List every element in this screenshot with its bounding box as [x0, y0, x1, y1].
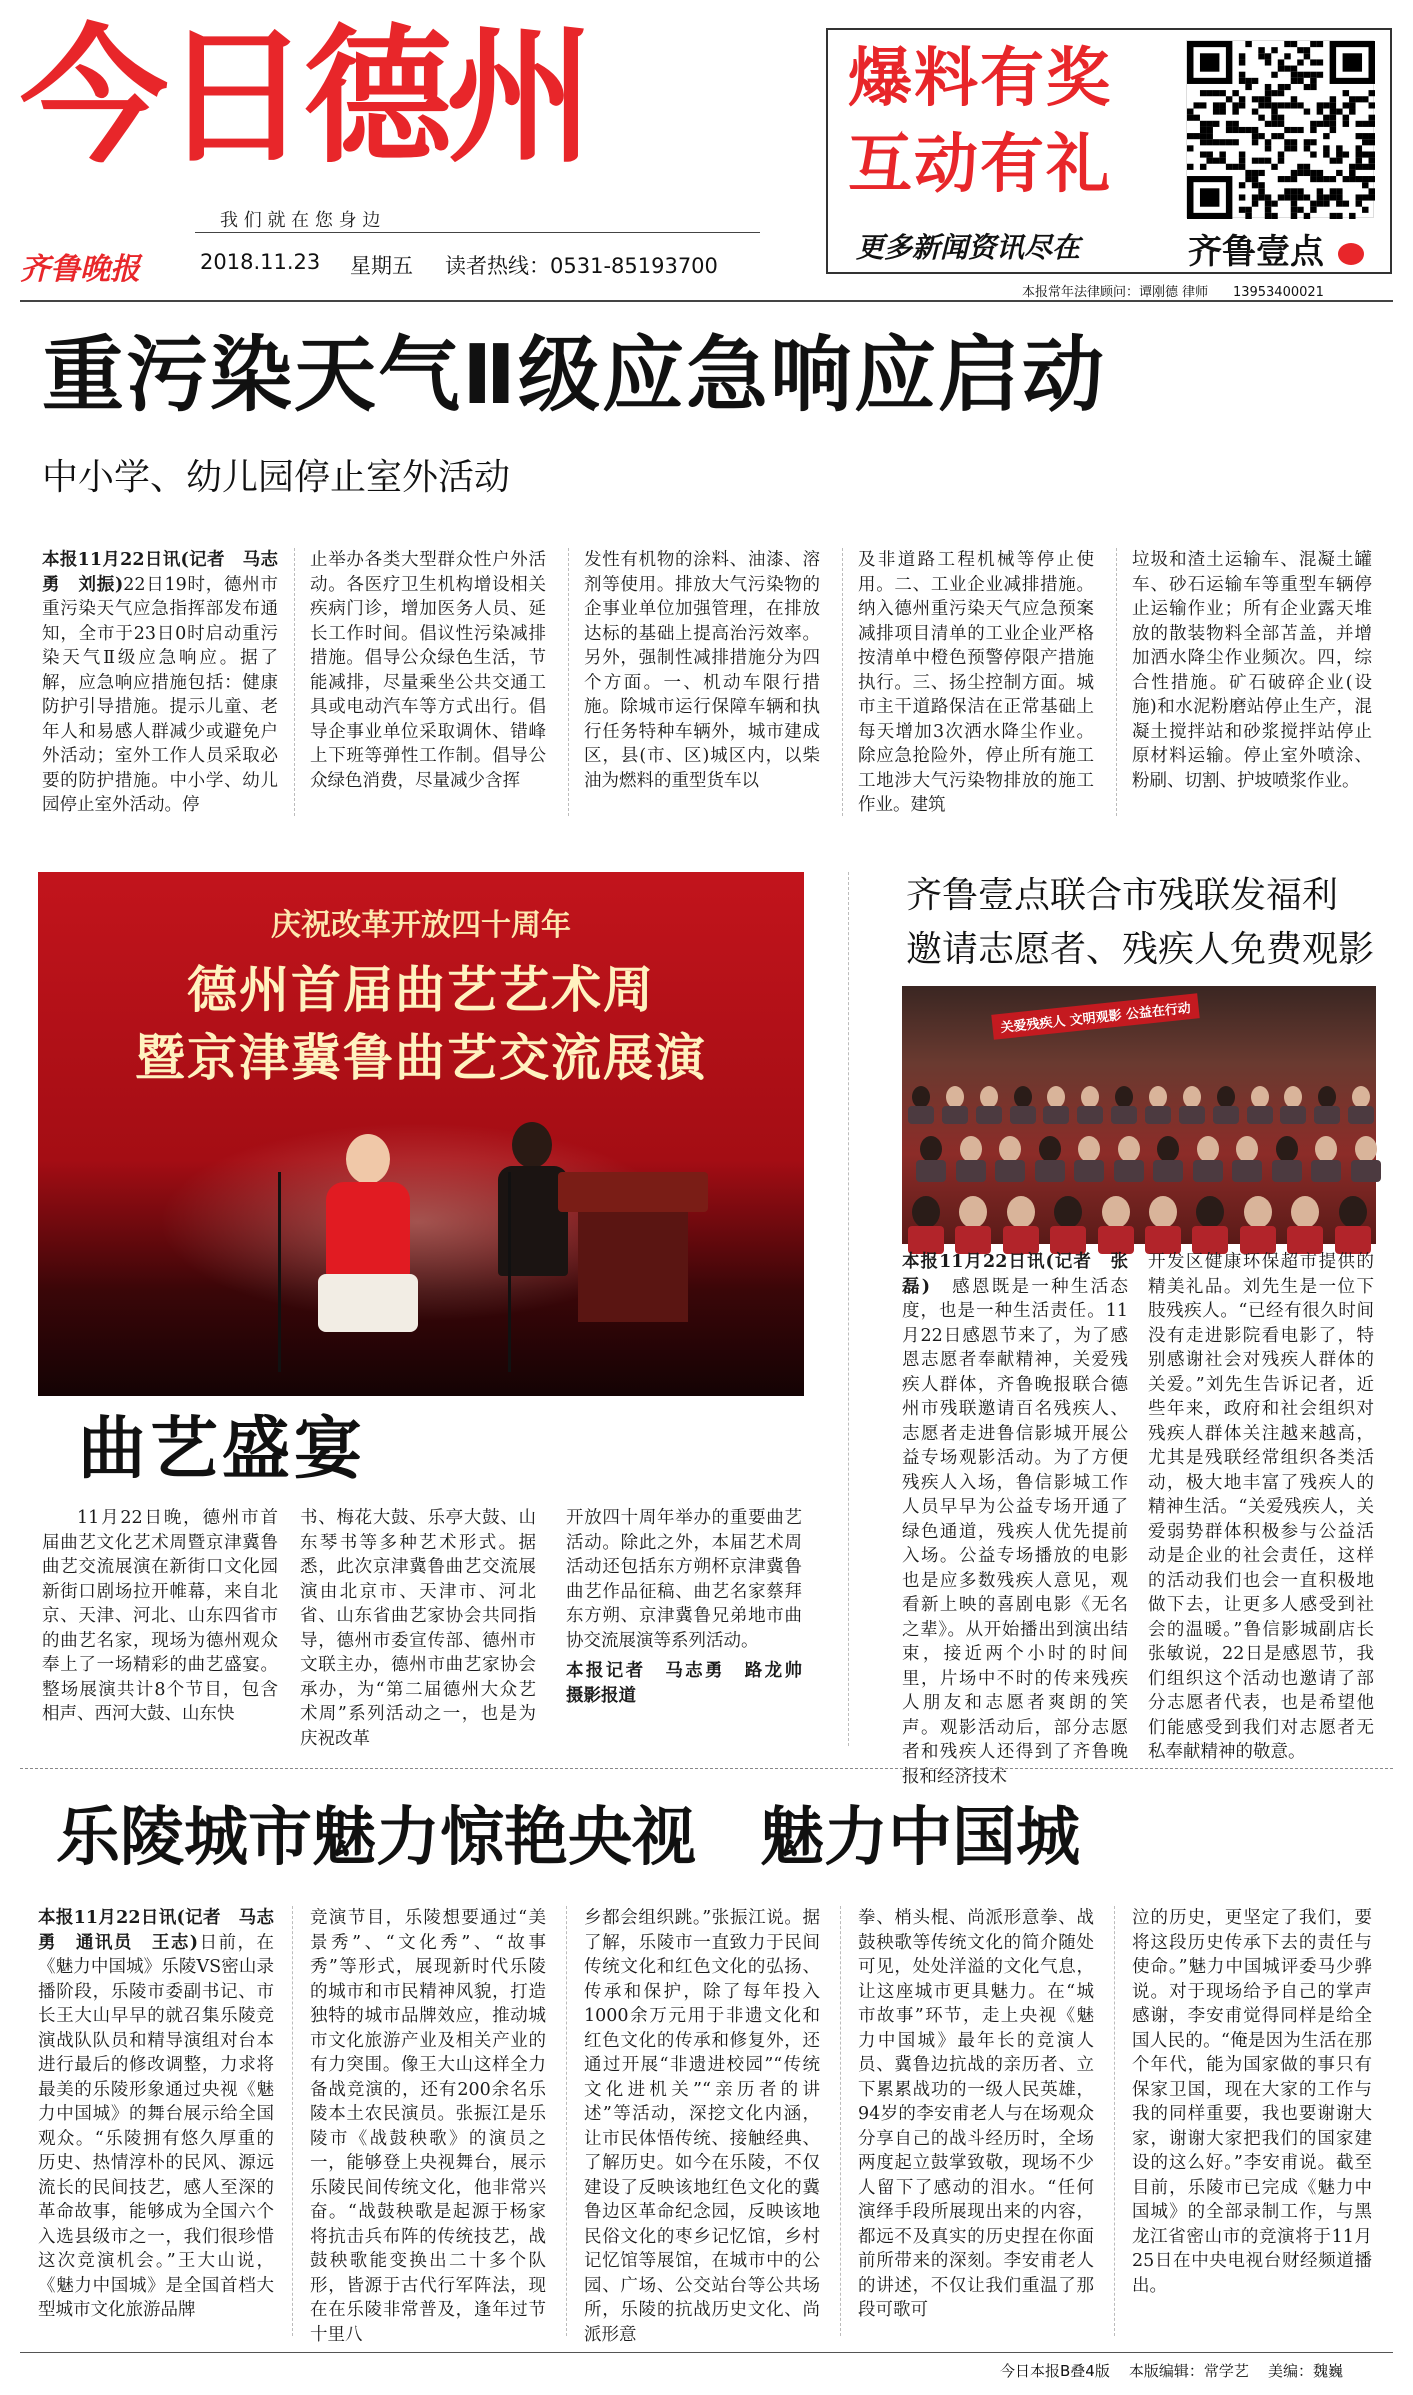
column-divider: [566, 1906, 567, 2336]
quyi-banner-3: 暨京津冀鲁曲艺交流展演: [135, 1029, 707, 1087]
audience-member: [912, 1196, 940, 1228]
audience-seat: [908, 1106, 934, 1124]
audience-member: [1078, 1136, 1100, 1162]
lead-text-4: 及非道路工程机械等停止使用。二、工业企业减排措施。纳入德州重污染天气应急预案减排项目清单的工业企业严格按清单中橙色预警停限产措施执行。三、扬尘控制方面。城市主干道路保洁在正常基础上每天增加3次洒水降尘作业。除应急抢险外，停止所有施工工地涉大气污染物排放的施工作业。建筑: [858, 550, 1094, 815]
leling-column-1: [38, 1906, 274, 2336]
audience-member: [1291, 1196, 1319, 1228]
lead-column-1: [42, 548, 278, 816]
lead-text-5: 垃圾和渣土运输车、混凝土罐车、砂石运输车等重型车辆停止运输作业；所有企业露天堆放的散装物料全部苫盖，并增加洒水降尘作业频次。四，综合性措施。矿石破碎企业(设施)和水泥粉磨站停止生产，混凝土搅拌站和砂浆搅拌站停止原材料运输。停止室外喷涂、粉刷、切割、护坡喷浆作业。: [1132, 550, 1372, 791]
quyi-credit: 本报记者 马志勇 路龙帅 摄影报道: [566, 1661, 820, 1706]
column-divider: [1116, 548, 1117, 816]
audience-seat: [1311, 1160, 1341, 1182]
column-divider: [842, 548, 843, 816]
audience-member: [1276, 1136, 1298, 1162]
leling-byline: 本报11月22日讯(记者 马志勇 通讯员 王志): [38, 1908, 274, 1953]
audience-member: [960, 1136, 982, 1162]
audience-member: [1047, 1086, 1065, 1108]
audience-member: [999, 1136, 1021, 1162]
column-divider: [1114, 1906, 1115, 2336]
leling-column-3: [584, 1906, 820, 2345]
audience-seat: [1213, 1106, 1239, 1124]
audience-seat: [1193, 1160, 1223, 1182]
audience-member: [1236, 1136, 1258, 1162]
audience-seat: [1153, 1160, 1183, 1182]
quyi-column-2: [300, 1506, 536, 1749]
audience-seat: [1145, 1106, 1171, 1124]
slogan-rule: [195, 232, 760, 233]
charity-column-1: [902, 1250, 1129, 1787]
section-divider: [20, 1768, 1393, 1769]
audience-member: [1054, 1196, 1082, 1228]
audience-seat: [1077, 1106, 1103, 1124]
column-divider: [568, 548, 569, 816]
lead-column-4: [858, 548, 1094, 816]
audience-seat: [1280, 1106, 1306, 1124]
audience-member: [912, 1086, 930, 1108]
quyi-banner-2: 德州首届曲艺艺术周: [187, 961, 655, 1019]
footer-editor: 本版编辑：常学艺: [1128, 2362, 1249, 2380]
audience-seat: [956, 1160, 986, 1182]
audience-member: [1183, 1086, 1201, 1108]
footer-rule: [20, 2352, 1393, 2353]
audience-seat: [1314, 1106, 1340, 1124]
drum-stand: [558, 1172, 708, 1212]
quyi-column-3: [566, 1506, 820, 1744]
legal-advisor: [1022, 281, 1324, 300]
audience-member: [1014, 1086, 1032, 1108]
promo-line-1: 爆料有奖: [848, 42, 1112, 116]
mic-stand: [278, 1172, 281, 1372]
audience-member: [1251, 1086, 1269, 1108]
audience-seat: [1179, 1106, 1205, 1124]
quyi-text-2: 书、梅花大鼓、乐亭大鼓、山东琴书等多种艺术形式。据悉，此次京津冀鲁曲艺交流展演由北京市、天津市、河北省、山东省曲艺家协会共同指导，德州市委宣传部、德州市文联主办，德州市曲艺家协会承办，为“第二届德州大众艺术周”系列活动之一，也是为庆祝改革: [300, 1508, 536, 1749]
reader-hotline: 读者热线：0531-85193700: [445, 254, 718, 278]
audience-seat: [1272, 1160, 1302, 1182]
performer-left: [308, 1134, 428, 1334]
masthead: [0, 0, 1413, 300]
lead-column-5: [1132, 548, 1372, 816]
charity-column-2: [1148, 1250, 1374, 1762]
drum-table: [578, 1212, 688, 1322]
audience-seat: [1111, 1106, 1137, 1124]
lead-subhead: 中小学、幼儿园停止室外活动: [42, 457, 511, 498]
leling-column-2: [310, 1906, 546, 2345]
charity-text-1: 感恩既是一种生活态度，也是一种生活责任。11月22日感恩节来了，为了感恩志愿者奉献精神，关爱残疾人群体，齐鲁晚报联合德州市残联邀请百名残疾人、志愿者走进鲁信影城开展公益专场观影活动。为了方便残疾人入场，鲁信影城工作人员早早为公益专场开通了绿色通道，残疾人优先提前入场。公益专场播放的电影也是应多数残疾人意见，观看新上映的喜剧电影《无名之辈》。从开始播出到演出结束，接近两个小时的时间里，片场中不时的传来残疾人朋友和志愿者爽朗的笑声。观影活动后，部分志愿者和残疾人还得到了齐鲁晚报和经济技术: [902, 1276, 1129, 1787]
audience-member: [1217, 1086, 1235, 1108]
charity-text-2: 开发区健康环保超市提供的精美礼品。刘先生是一位下肢残疾人。“已经有很久时间没有走进影院看电影了，特别感谢社会对残疾人群体的关爱。”刘先生告诉记者，近些年来，政府和社会组织对残疾人群体关注越来越高，尤其是残联经常组织各类活动，极大地丰富了残疾人的精神生活。“关爱残疾人，关爱弱势群体积极参与公益活动是企业的社会责任，这样的活动我们也会一直积极地做下去，让更多人感受到社会的温暖。”鲁信影城副店长张敏说，22日是感恩节，我们组织这个活动也邀请了部分志愿者代表，也是希望他们能感受到我们对志愿者无私奉献精神的敬意。: [1148, 1252, 1374, 1762]
audience-member: [1115, 1086, 1133, 1108]
audience-rows: [902, 1046, 1376, 1244]
audience-member: [1102, 1196, 1130, 1228]
quyi-banner-1: 庆祝改革开放四十周年: [271, 908, 571, 943]
audience-member: [980, 1086, 998, 1108]
audience-seat: [942, 1106, 968, 1124]
charity-byline: 本报11月22日讯(记者 张磊): [902, 1252, 1128, 1297]
audience-seat: [1247, 1106, 1273, 1124]
leling-column-5: [1132, 1906, 1372, 2336]
footer-design: 美编：魏巍: [1268, 2362, 1344, 2380]
quyi-title: 曲艺盛宴: [78, 1410, 367, 1489]
leling-column-4: [858, 1906, 1094, 2336]
audience-seat: [1114, 1160, 1144, 1182]
audience-member: [946, 1086, 964, 1108]
lead-column-2: [310, 548, 546, 816]
footer-pages: 今日本报B叠4版: [1000, 2362, 1110, 2380]
charity-headline-2: 邀请志愿者、残疾人免费观影: [906, 929, 1375, 970]
audience-member: [1157, 1136, 1179, 1162]
cinema-photo: [902, 986, 1376, 1244]
issue-weekday: 星期五: [350, 254, 413, 278]
app-logo: [1188, 224, 1364, 273]
audience-member: [1039, 1136, 1061, 1162]
cinema-banner: 关爱残疾人 文明观影 公益在行动: [991, 993, 1200, 1040]
audience-seat: [916, 1160, 946, 1182]
masthead-slogan: 我 们 就 在 您 身 边: [220, 210, 381, 231]
lead-text-2: 止举办各类大型群众性户外活动。各医疗卫生机构增设相关疾病门诊，增加医务人员、延长工作时间。倡议性污染减排措施。倡导公众绿色生活，节能减排，尽量乘坐公共交通工具或电动汽车等方式出行。倡导企事业单位采取调休、错峰上下班等弹性工作制。倡导公众绿色消费，尽量减少含挥: [310, 550, 546, 791]
column-divider: [840, 1906, 841, 2336]
leling-text-5: 泣的历史，更坚定了我们，要将这段历史传承下去的责任与使命。”魅力中国城评委马少骅说。对于现场给予自己的掌声感谢，李安甫觉得同样是给全国人民的。“俺是因为生活在那个年代，能为国家做的事只有保家卫国，现在大家的工作与我的同样重要，我也要谢谢大家，谢谢大家把我们的国家建设的这么好。”李安甫说。截至目前，乐陵市已完成《魅力中国城》的全部录制工作，与黑龙江省密山市的竞演将于11月25日在中央电视台财经频道播出。: [1132, 1908, 1372, 2296]
audience-member: [1196, 1196, 1224, 1228]
promo-subline: 更多新闻资讯尽在: [856, 231, 1081, 264]
chat-bubble-icon: [1338, 243, 1364, 265]
quyi-photo: [38, 872, 804, 1396]
masthead-title: 今日德州: [20, 11, 588, 183]
app-name: 齐鲁壹点: [1188, 232, 1324, 272]
qr-code-icon[interactable]: [1186, 40, 1374, 218]
lead-text-3: 发性有机物的涂料、油漆、溶剂等使用。排放大气污染物的企事业单位加强管理，在排放达标的基础上提高治污效率。另外，强制性减排措施分为四个方面。一、机动车限行措施。除城市运行保障车辆和执行任务特种车辆外，城市建成区，县(市、区)城区内，以柴油为燃料的重型货车以: [584, 550, 820, 791]
issue-date: 2018.11.23: [200, 250, 321, 274]
legal-phone: 13953400021: [1232, 285, 1324, 300]
audience-member: [1315, 1136, 1337, 1162]
audience-seat: [1043, 1106, 1069, 1124]
audience-seat: [1232, 1160, 1262, 1182]
audience-member: [1352, 1086, 1370, 1108]
leling-text-3: 乡都会组织跳。”张振江说。据了解，乐陵市一直致力于民间传统文化和红色文化的弘扬、传承和保护，除了每年投入1000余万元用于非遗文化和红色文化的传承和修复外，还通过开展“非遗进校园”“传统文化进机关”“亲历者的讲述”等活动，深挖文化内涵，让市民体悟传统、接触经典、了解历史。如今在乐陵，不仅建设了反映该地红色文化的冀鲁边区革命纪念园，反映该地民俗文化的枣乡记忆馆，乡村记忆馆等展馆，在城市中的公园、广场、公交站台等公共场所，乐陵的抗战历史文化、尚派形意: [584, 1908, 820, 2345]
lead-text-1: 22日19时，德州市重污染天气应急指挥部发布通知，全市于23日0时启动重污染天气Ⅱ级应急响应。据了解，应急响应措施包括：健康防护引导措施。提示儿童、老年人和易感人群减少或避免户外活动；室外工作人员采取必要的防护措施。中小学、幼儿园停止室外活动。停: [42, 574, 279, 815]
audience-seat: [1348, 1106, 1374, 1124]
audience-seat: [1351, 1160, 1381, 1182]
audience-member: [1149, 1086, 1167, 1108]
mic-stand: [508, 1172, 511, 1372]
column-divider: [848, 872, 849, 1746]
quyi-text-1: 11月22日晚，德州市首届曲艺文化艺术周暨京津冀鲁曲艺交流展演在新街口文化园新街口剧场拉开帷幕，来自北京、天津、河北、山东四省市的曲艺名家，现场为德州观众奉上了一场精彩的曲艺盛宴。整场展演共计8个节目，包含相声、西河大鼓、山东快: [42, 1508, 278, 1724]
audience-member: [959, 1196, 987, 1228]
audience-seat: [995, 1160, 1025, 1182]
promo-box: [826, 28, 1392, 274]
leling-text-4: 拳、梢头棍、尚派形意拳、战鼓秧歌等传统文化的简介随处可见，处处洋溢的文化气息，让这座城市更具魅力。在“城市故事”环节，走上央视《魅力中国城》最年长的竞演人员、冀鲁边抗战的亲历者、立下累累战功的一级人民英雄，94岁的李安甫老人与在场观众分享自己的战斗经历时，全场两度起立鼓掌致敬，现场不少人留下了感动的泪水。“任何演绎手段所展现出来的内容，都远不及真实的历史捏在你面前所带来的深刻。李安甫老人的讲述，不仅让我们重温了那段可歌可: [858, 1908, 1094, 2320]
leling-headline: 乐陵城市魅力惊艳央视 魅力中国城: [56, 1801, 1080, 1875]
audience-seat: [976, 1106, 1002, 1124]
masthead-rule: [20, 300, 1393, 302]
audience-member: [1284, 1086, 1302, 1108]
audience-member: [1197, 1136, 1219, 1162]
legal-text: 本报常年法律顾问：谭刚德 律师: [1022, 285, 1209, 300]
leling-text-1: 日前，在《魅力中国城》乐陵VS密山录播阶段，乐陵市委副书记、市长王大山早早的就召集乐陵竞演战队队员和精导演组对台本进行最后的修改调整，力求将最美的乐陵形象通过央视《魅力中国城》的舞台展示给全国观众。“乐陵拥有悠久厚重的历史、热情淳朴的民风、源远流长的民间技艺，感人至深的革命故事，能够成为全国六个入选县级市之一，我们很珍惜这次竞演机会。”王大山说，《魅力中国城》是全国首档大型城市文化旅游品牌: [38, 1932, 274, 2320]
brand-logo: 齐鲁晚报: [20, 252, 140, 287]
lead-byline: 本报11月22日讯(记者 马志勇 刘振): [42, 550, 278, 595]
promo-line-2: 互动有礼: [848, 128, 1112, 202]
quyi-column-1: [42, 1506, 278, 1744]
audience-member: [1339, 1196, 1367, 1228]
audience-seat: [1010, 1106, 1036, 1124]
quyi-text-3: 开放四十周年举办的重要曲艺活动。除此之外，本届艺术周活动还包括东方朔杯京津冀鲁曲艺作品征稿、曲艺名家蔡拜东方朔、京津冀鲁兄弟地市曲协交流展演等系列活动。: [566, 1508, 802, 1651]
audience-member: [920, 1136, 942, 1162]
column-divider: [294, 548, 295, 816]
audience-member: [1149, 1196, 1177, 1228]
audience-member: [1244, 1196, 1272, 1228]
charity-headline-1: 齐鲁壹点联合市残联发福利: [906, 875, 1339, 916]
audience-member: [1318, 1086, 1336, 1108]
footer: [1000, 2360, 1343, 2381]
audience-member: [1355, 1136, 1377, 1162]
audience-seat: [1035, 1160, 1065, 1182]
audience-member: [1081, 1086, 1099, 1108]
audience-seat: [1074, 1160, 1104, 1182]
lead-column-3: [584, 548, 820, 816]
lead-headline: 重污染天气Ⅱ级应急响应启动: [42, 328, 1107, 423]
column-divider: [292, 1906, 293, 2336]
leling-text-2: 竞演节目，乐陵想要通过“美景秀”、“文化秀”、“故事秀”等形式，展现新时代乐陵的城市和市民精神风貌，打造独特的城市品牌效应，推动城市文化旅游产业及相关产业的有力突围。像王大山这样全力备战竞演的，还有200余名乐陵本土农民演员。张振江是乐陵市《战鼓秧歌》的演员之一，能够登上央视舞台，展示乐陵民间传统文化，他非常兴奋。“战鼓秧歌是起源于杨家将抗击兵布阵的传统技艺，战鼓秧歌能变换出二十多个队形，皆源于古代行军阵法，现在在乐陵非常普及，逢年过节十里八: [310, 1908, 546, 2345]
audience-member: [1118, 1136, 1140, 1162]
audience-member: [1007, 1196, 1035, 1228]
